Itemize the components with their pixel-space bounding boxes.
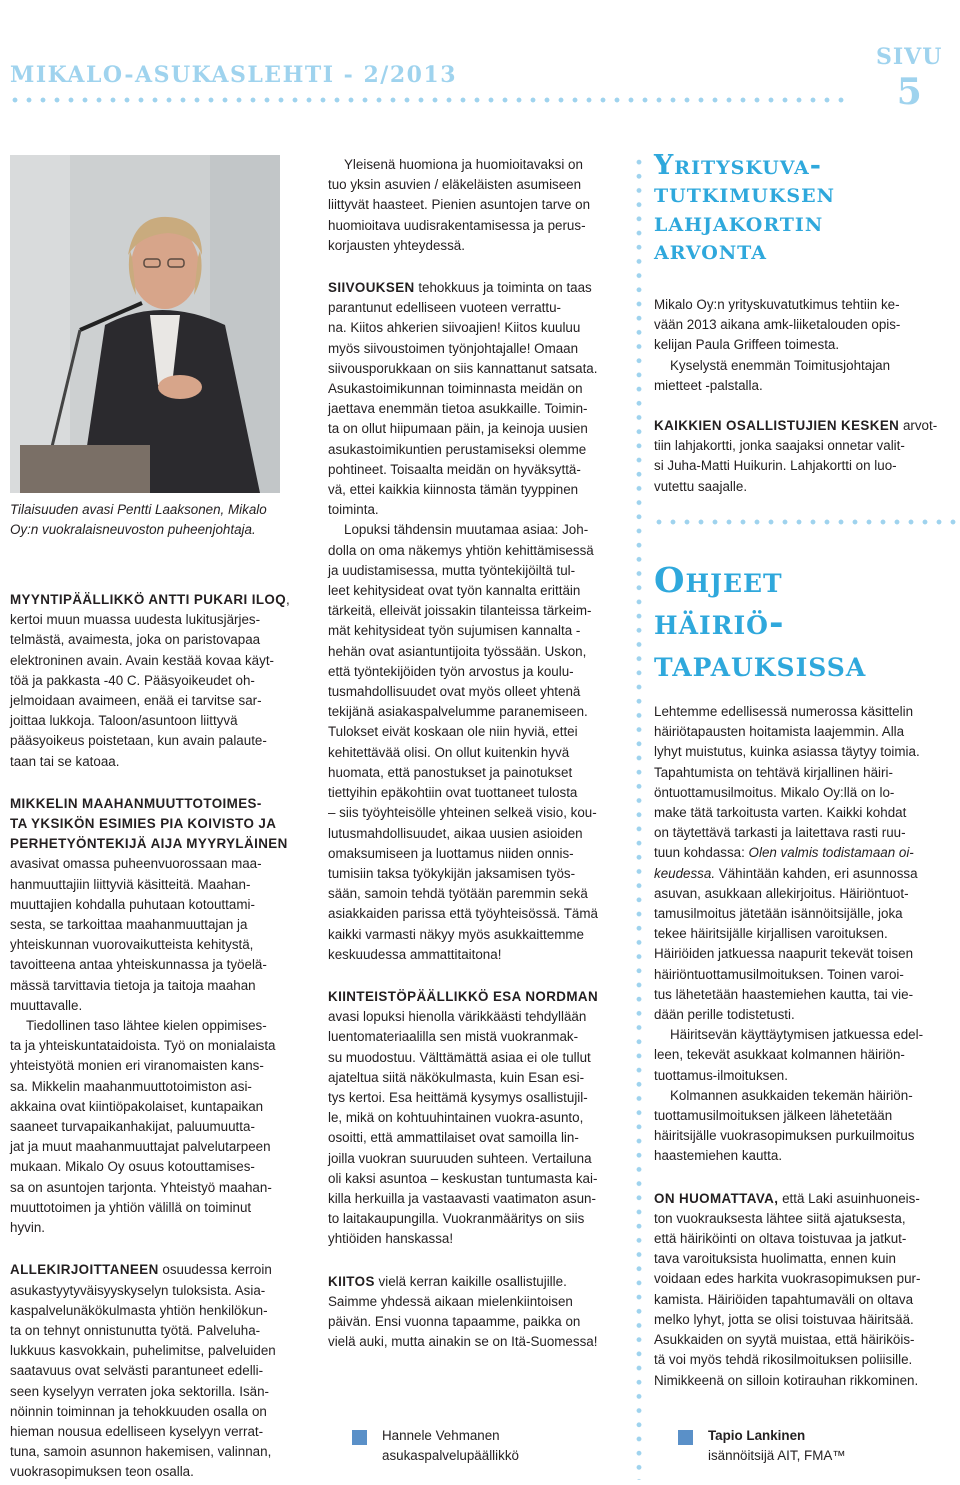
- text-line: tekee häiritsijälle kirjallisen varoituksen.: [654, 926, 888, 942]
- text-line: tuottamus-ilmoituksen.: [654, 1067, 788, 1083]
- text-line: MIKKELIN MAAHANMUUTTOTOIMES-: [10, 795, 262, 811]
- right-column-bottom: [654, 702, 958, 1391]
- text-line: toiminta.: [328, 502, 379, 518]
- text-line: KAIKKIEN OSALLISTUJIEN KESKEN arvot-: [654, 418, 938, 434]
- kiitos-paragraph: [328, 1272, 628, 1353]
- text-line: Saimme yhdessä aikaan mielenkiintoisen: [328, 1293, 573, 1309]
- text-line: yhteiskunnan vuorovaikutteista kehitystä,: [10, 937, 254, 953]
- text-line: TA YKSIKÖN ESIMIES PIA KOIVISTO JA: [10, 816, 277, 832]
- text-line: Kolmannen asukkaiden tekemän häiriön-: [670, 1087, 913, 1103]
- heading-line: häiriö-: [654, 602, 785, 643]
- text-line: joittaa lukkoja. Taloon/asuntoon liittyvä: [10, 713, 238, 729]
- text-line: tiin lahjakortti, jonka saajaksi onnetar valit-: [654, 438, 905, 454]
- text-line: siivousporukkaan on siis kannattanut satsata.: [328, 360, 598, 376]
- middle-column: [328, 155, 628, 1352]
- text-line: tamusilmoitus jätetään isännöitsijälle, joka: [654, 906, 903, 922]
- right-column-top: [654, 295, 954, 497]
- text-line: elektroninen avain. Avain kestää kovaa käyt-: [10, 652, 275, 668]
- kolmannen-paragraph: [654, 1086, 958, 1167]
- caption-line: Tilaisuuden avasi Pentti Laaksonen, Mikalo: [10, 502, 267, 517]
- text-line: omaksumiseen ja luottamus niiden onnis-: [328, 845, 574, 861]
- text-line: mässä tarvittavia tietoja ja taitoja maahan: [10, 977, 256, 993]
- kaikkien-paragraph: [654, 416, 954, 497]
- signature-square-icon: [678, 1430, 693, 1445]
- text-line: vielä auki, mutta ainakin se on Itä-Suomessa!: [328, 1334, 598, 1350]
- text-line: häiritsijälle vuokrasopimuksen purkuilmoitus: [654, 1128, 915, 1144]
- text-line: ta on ollut hiipumaan päin, ja keinoja uusien: [328, 421, 588, 437]
- text-line: töä ja pakkasta -40 C. Pääsyoikeudet oh-: [10, 672, 255, 688]
- siivouksen-paragraph: [328, 278, 628, 520]
- text-line: voidaan edes harkita vuokrasopimuksen pur-: [654, 1271, 921, 1287]
- text-line: tekijänä asiakaspalvelumme paranemiseen.: [328, 704, 588, 720]
- lehtemme-paragraph: [654, 702, 958, 1025]
- text-line: joilla vuokran suuruuden suhteen. Vertailuna: [328, 1150, 592, 1166]
- text-line: melko lyhyt, jotta se olisi toistuvaa häiritsää.: [654, 1311, 914, 1327]
- text-line: ta on tehnyt onnistunutta työtä. Palveluha-: [10, 1322, 261, 1338]
- text-line: yhtiöiden hanskassa!: [328, 1231, 454, 1247]
- caption-line: Oy:n vuokralaisneuvoston puheenjohtaja.: [10, 522, 256, 538]
- text-line: taan tai se katoaa.: [10, 753, 120, 769]
- column-dotted-divider: [636, 155, 642, 1480]
- text-line: mietteet -palstalla.: [654, 377, 763, 393]
- text-line: KIITOS vielä kerran kaikille osallistujille.: [328, 1273, 567, 1289]
- text-line: ajateltua siitä näkökulmasta, kuin Esan esi-: [328, 1069, 585, 1085]
- signature-tapio: [678, 1426, 938, 1466]
- signature-square-icon: [352, 1430, 367, 1445]
- text-line: tuo yksin asuvien / eläkeläisten asumiseen: [328, 177, 582, 193]
- text-line: ALLEKIRJOITTANEEN osuudessa kerroin: [10, 1262, 272, 1278]
- text-line: että häiriköinti on oltava toistuvaa ja jatkut-: [654, 1231, 907, 1247]
- heading-line: arvonta: [654, 235, 768, 267]
- text-line: öntuottamusilmoitus. Mikalo Oy:llä on lo-: [654, 784, 895, 800]
- text-line: tuottamusilmoituksen jälkeen lähetetään: [654, 1108, 893, 1124]
- text-line: tärkeitä, elleivät joissakin tilanteissa tärkeim-: [328, 603, 592, 619]
- signature-name: Tapio Lankinen: [708, 1428, 806, 1443]
- text-line: kertoi muun muassa uudesta lukitusjärjes-: [10, 612, 261, 628]
- text-line: si Juha-Matti Huikurin. Lahjakortti on luo-: [654, 458, 897, 474]
- text-line: muuttajien kohdalla puhutaan kotouttami-: [10, 896, 255, 912]
- heading-ohjeet: [654, 560, 866, 686]
- text-line: asukastyytyväisyyskyselyn tuloksista. Asia-: [10, 1282, 266, 1298]
- text-line: saatavuus ovat selvästi parantuneet edelli-: [10, 1363, 264, 1379]
- text-line: SIIVOUKSEN tehokkuus ja toiminta on taas: [328, 280, 592, 296]
- text-line: Kyselystä enemmän Toimitusjohtajan: [670, 357, 891, 373]
- text-line: myös siivoustoimen työnjohtajalle! Omaan: [328, 340, 579, 356]
- heading-line: tutkimuksen: [654, 178, 835, 210]
- text-line: ja uudistamisessa, mutta työntekijöiltä tul-: [328, 562, 576, 578]
- text-line: mukaan. Mikalo Oy osuus kotouttamises-: [10, 1159, 255, 1175]
- text-line: Asukastoimikunnan toiminnasta meidän on: [328, 381, 583, 397]
- text-line: leet kehitysideat ovat työn kannalta erittäin: [328, 583, 581, 599]
- text-line: Mikalo Oy:n yrityskuvatutkimus tehtiin ke-: [654, 297, 900, 312]
- text-line: Tiedollinen taso lähtee kielen oppimises-: [26, 1018, 267, 1034]
- text-line: Tapahtumista on tehtävä kirjallinen häiri-: [654, 764, 893, 780]
- heading-line: Yrityskuva-: [654, 150, 822, 181]
- allekirjoittaneen-paragraph: [10, 1260, 310, 1482]
- heading-line: Ohjeet: [654, 560, 783, 601]
- text-line: asukastoimikuntien perustamiseksi olemme: [328, 441, 587, 457]
- text-line: hyvin.: [10, 1220, 45, 1236]
- text-line: tuun kohdassa: Olen valmis todistamaan oi-: [654, 845, 914, 861]
- text-line: le, mikä on kohtuuhintainen vuokra-asunto,: [328, 1110, 584, 1126]
- yleisena-paragraph: [328, 155, 628, 256]
- text-line: tä voi myös tehdä rikosilmoituksen poliisille.: [654, 1352, 913, 1368]
- on-huomattava-paragraph: [654, 1189, 958, 1391]
- text-line: ton vuokrauksesta lähtee siitä ajatuksesta,: [654, 1210, 906, 1226]
- lopuksi-paragraph: [328, 520, 628, 964]
- masthead: MIKALO-ASUKASLEHTI - 2/2013: [10, 62, 458, 88]
- text-line: lyhyt muistutus, kuinka asiassa täytyy toimia.: [654, 744, 920, 760]
- page-number: 5: [896, 71, 922, 113]
- text-line: jelmoidaan avaimeen, enää ei tarvitse sar-: [10, 693, 262, 709]
- text-line: jat ja muut maahanmuuttajat palvelutarpeen: [10, 1139, 271, 1155]
- text-line: tys kertoi. Esa heittämä kysymys osallistujil-: [328, 1089, 588, 1105]
- text-line: ON HUOMATTAVA, että Laki asuinhuoneis-: [654, 1190, 920, 1206]
- text-line: make tätä tarkoitusta varten. Kaikki kohdat: [654, 805, 907, 821]
- text-line: kaikki varmasti näkyy myös asukkaittemme: [328, 926, 584, 942]
- text-line: Häiriöiden jatkuessa naapurit tekevät toisen: [654, 946, 914, 962]
- text-line: hehän ovat asiantuntijoita työssään. Uskon,: [328, 643, 587, 659]
- text-line: parantunut edelliseen vuoteen verrattu-: [328, 300, 562, 316]
- signature-hannele: [352, 1426, 612, 1466]
- page-label: [876, 44, 943, 113]
- text-line: Nimikkeenä on silloin kotirauhan rikkominen.: [654, 1372, 919, 1388]
- text-line: – siis työyhteisölle yhteinen selkeä visio, kou-: [328, 805, 597, 821]
- text-line: vutettu saajalle.: [654, 478, 748, 494]
- text-line: on täytettävä tarkasti ja laitettava rasti ruu-: [654, 825, 906, 841]
- text-line: häiriötapausten hoitamista laajemmin. Alla: [654, 724, 905, 740]
- text-line: dään perille todistetusti.: [654, 1007, 795, 1023]
- heading-line: lahjakortin: [654, 206, 824, 238]
- text-line: keudessa. Vähintään kahden, eri asunnossa: [654, 865, 918, 881]
- text-line: muuttotoimen ja yhtiön välillä on toiminut: [10, 1199, 252, 1215]
- text-line: PERHETYÖNTEKIJÄ AIJA MYYRYLÄINEN: [10, 836, 288, 852]
- left-column: [10, 590, 310, 1483]
- header-dotted-rule: [8, 97, 850, 103]
- text-line: huomata, että panostukset ja painotukset: [328, 764, 573, 780]
- text-line: hieman nousua edelliseen kyselyyn verrat-: [10, 1423, 264, 1439]
- page-word: SIVU: [876, 44, 943, 70]
- text-line: saaneet turvapaikanhakijat, paluumuutta-: [10, 1119, 255, 1135]
- text-line: Asukkaiden on syytä muistaa, että häiriköis-: [654, 1332, 915, 1348]
- text-line: vään 2013 aikana amk-liiketalouden opis-: [654, 317, 901, 333]
- text-line: hanmuuttajiin liittyviä käsitteitä. Maahan-: [10, 876, 251, 892]
- text-line: huomioitava uudisrakentamisessa ja perus-: [328, 217, 586, 233]
- speaker-photo: [10, 155, 280, 493]
- speaker-illustration: [10, 155, 280, 493]
- text-line: MYYNTIPÄÄLLIKKÖ ANTTI PUKARI ILOQ,: [10, 592, 290, 607]
- yrityskuva-paragraph: [654, 295, 954, 356]
- hairitsevan-paragraph: [654, 1025, 958, 1086]
- text-line: mät kehitysideat työn sujumisen kannalta -: [328, 623, 581, 639]
- text-line: lukkuus kasvokkain, puhelimitse, palveluiden: [10, 1343, 276, 1359]
- text-line: tiettyihin epäkohtiin ovat tuottaneet tulosta: [328, 785, 578, 801]
- text-line: sään, samoin tehdä työtään paremmin sekä: [328, 886, 588, 902]
- text-line: Tulokset eivät koskaan ole niin hyviä, ettei: [328, 724, 578, 740]
- kyselysta-paragraph: [654, 356, 954, 396]
- text-line: kaspalvelunäkökulmasta yhtiön henkilökun-: [10, 1302, 268, 1318]
- text-line: ta ja yhteiskuntataidoista. Työ on monialaista: [10, 1038, 276, 1054]
- text-line: tuna, samoin asunnon hakemisen, valinnan,: [10, 1444, 272, 1460]
- text-line: seen kyselyyn verraten joka sektorilla. Isän-: [10, 1383, 269, 1399]
- text-line: korjausten yhteydessä.: [328, 237, 465, 253]
- text-line: luentomateriaalilla sen mistä vuokranmak-: [328, 1029, 579, 1045]
- text-line: kehitettävää olisi. On ollut kuitenkin hyvä: [328, 744, 570, 760]
- text-line: että työntekijöiden työn arvostus ja koulu-: [328, 663, 574, 679]
- heading-yrityskuva: [654, 152, 835, 265]
- text-line: sa on asuntojen tarjonta. Yhteistyö maahan-: [10, 1179, 272, 1195]
- heading-line: tapauksissa: [654, 644, 867, 685]
- text-line: sa. Mikkelin maahanmuuttotoimiston asi-: [10, 1078, 252, 1094]
- text-line: tusmahdollisuudet ovat myös olleet yhtenä: [328, 684, 581, 700]
- photo-caption: [10, 500, 290, 540]
- text-line: oli kaksi asuntoa – keskustan tuntumasta kai-: [328, 1170, 598, 1186]
- text-line: asuvan, asukkaan allekirjoitus. Häiriöntuot-: [654, 885, 909, 901]
- esa-nordman-paragraph: [328, 987, 628, 1250]
- text-line: päivän. Ensi vuonna tapaamme, paikka on: [328, 1313, 581, 1329]
- signature-title: isännöitsijä AIT, FMA™: [708, 1448, 846, 1463]
- text-line: to laitakaupungilla. Vuokranmääritys on siis: [328, 1211, 585, 1227]
- text-line: Lehtemme edellisessä numerossa käsittelin: [654, 704, 914, 719]
- text-line: akkaina ovat kiintiöpakolaiset, kuntapaikan: [10, 1098, 264, 1114]
- text-line: kamista. Häiriöiden tapahtumaväli on oltava: [654, 1291, 914, 1307]
- text-line: su muodostuu. Välttämättä asiaa ei ole tullut: [328, 1049, 591, 1065]
- text-line: häiriöntuottamusilmoituksen. Toinen varoi-: [654, 966, 904, 982]
- text-line: leen, tekevät asukkaat kolmannen häiriön-: [654, 1047, 905, 1063]
- text-line: osoitti, että ammattilaiset ovat samoilla lin-: [328, 1130, 579, 1146]
- text-line: Häiritsevän käyttäytymisen jatkuessa edel-: [670, 1027, 924, 1043]
- text-line: pohtineet. Toisaalta meidän on hyväksyttä-: [328, 461, 581, 477]
- text-line: KIINTEISTÖPÄÄLLIKKÖ ESA NORDMAN: [328, 988, 599, 1004]
- text-line: keskuudessa ammattitaitona!: [328, 946, 502, 962]
- text-line: vuokrasopimuksen teon osalla.: [10, 1464, 194, 1480]
- text-line: vä, ettei kaikkia kiinnosta tämän tyyppinen: [328, 482, 579, 498]
- text-line: Yleisenä huomiona ja huomioitavaksi on: [344, 157, 583, 172]
- text-line: tumisiin taksa työkykijän jaksamisen työs-: [328, 865, 576, 881]
- text-line: nöinnin toiminnan ja tehokkuuden osalla on: [10, 1403, 267, 1419]
- text-line: tava varoituksista huolimatta, ennen kuin: [654, 1251, 896, 1267]
- text-line: telmästä, avaimesta, joka on paristovapaa: [10, 632, 261, 648]
- text-line: haastemiehen kautta.: [654, 1148, 783, 1164]
- text-line: dolla on oma näkemys yhtiön kehittämisessä: [328, 542, 594, 558]
- text-line: lutusmahdollisuudet, aikaa uusien asioiden: [328, 825, 583, 841]
- text-line: sesta, se tarkoittaa maahanmuuttajan ja: [10, 917, 248, 933]
- text-line: avasi lopuksi hienolla värikkäästi tehdyllään: [328, 1009, 587, 1025]
- text-line: muuttavalle.: [10, 997, 83, 1013]
- antti-pukari-paragraph: [10, 590, 310, 772]
- text-line: liittyvät haasteet. Pienien asuntojen tarve on: [328, 197, 591, 213]
- text-line: tavoitteena antaa yhteiskunnassa ja työelä-: [10, 957, 267, 973]
- text-line: avasivat omassa puheenvuorossaan maa-: [10, 856, 262, 872]
- signature-name: Hannele Vehmanen: [382, 1428, 500, 1443]
- text-line: pääsyoikeus poistetaan, kun avain palaute-: [10, 733, 267, 749]
- text-line: tus lähetetään haastemiehen kautta, tai vie-: [654, 986, 914, 1002]
- text-line: killa herkuilla ja vastaavasti vaatimaton asun-: [328, 1190, 596, 1206]
- text-line: yhteistyötä monien eri viranomaisten kans-: [10, 1058, 264, 1074]
- mikkeli-paragraph: [10, 794, 310, 1016]
- section-dotted-rule: [652, 519, 958, 525]
- text-line: asiakkaiden parissa että työyhteisössä. Tämä: [328, 906, 598, 922]
- signature-title: asukaspalvelupäällikkö: [382, 1448, 519, 1463]
- text-line: Lopuksi tähdensin muutamaa asiaa: Joh-: [344, 522, 589, 538]
- text-line: jaettava enemmän tietoa asukkaille. Toimin-: [328, 401, 588, 417]
- tiedollinen-paragraph: [10, 1016, 310, 1238]
- text-line: kelijan Paula Griffeen toimesta.: [654, 337, 840, 353]
- text-line: na. Kiitos ahkerien siivoajien! Kiitos kuuluu: [328, 320, 581, 336]
